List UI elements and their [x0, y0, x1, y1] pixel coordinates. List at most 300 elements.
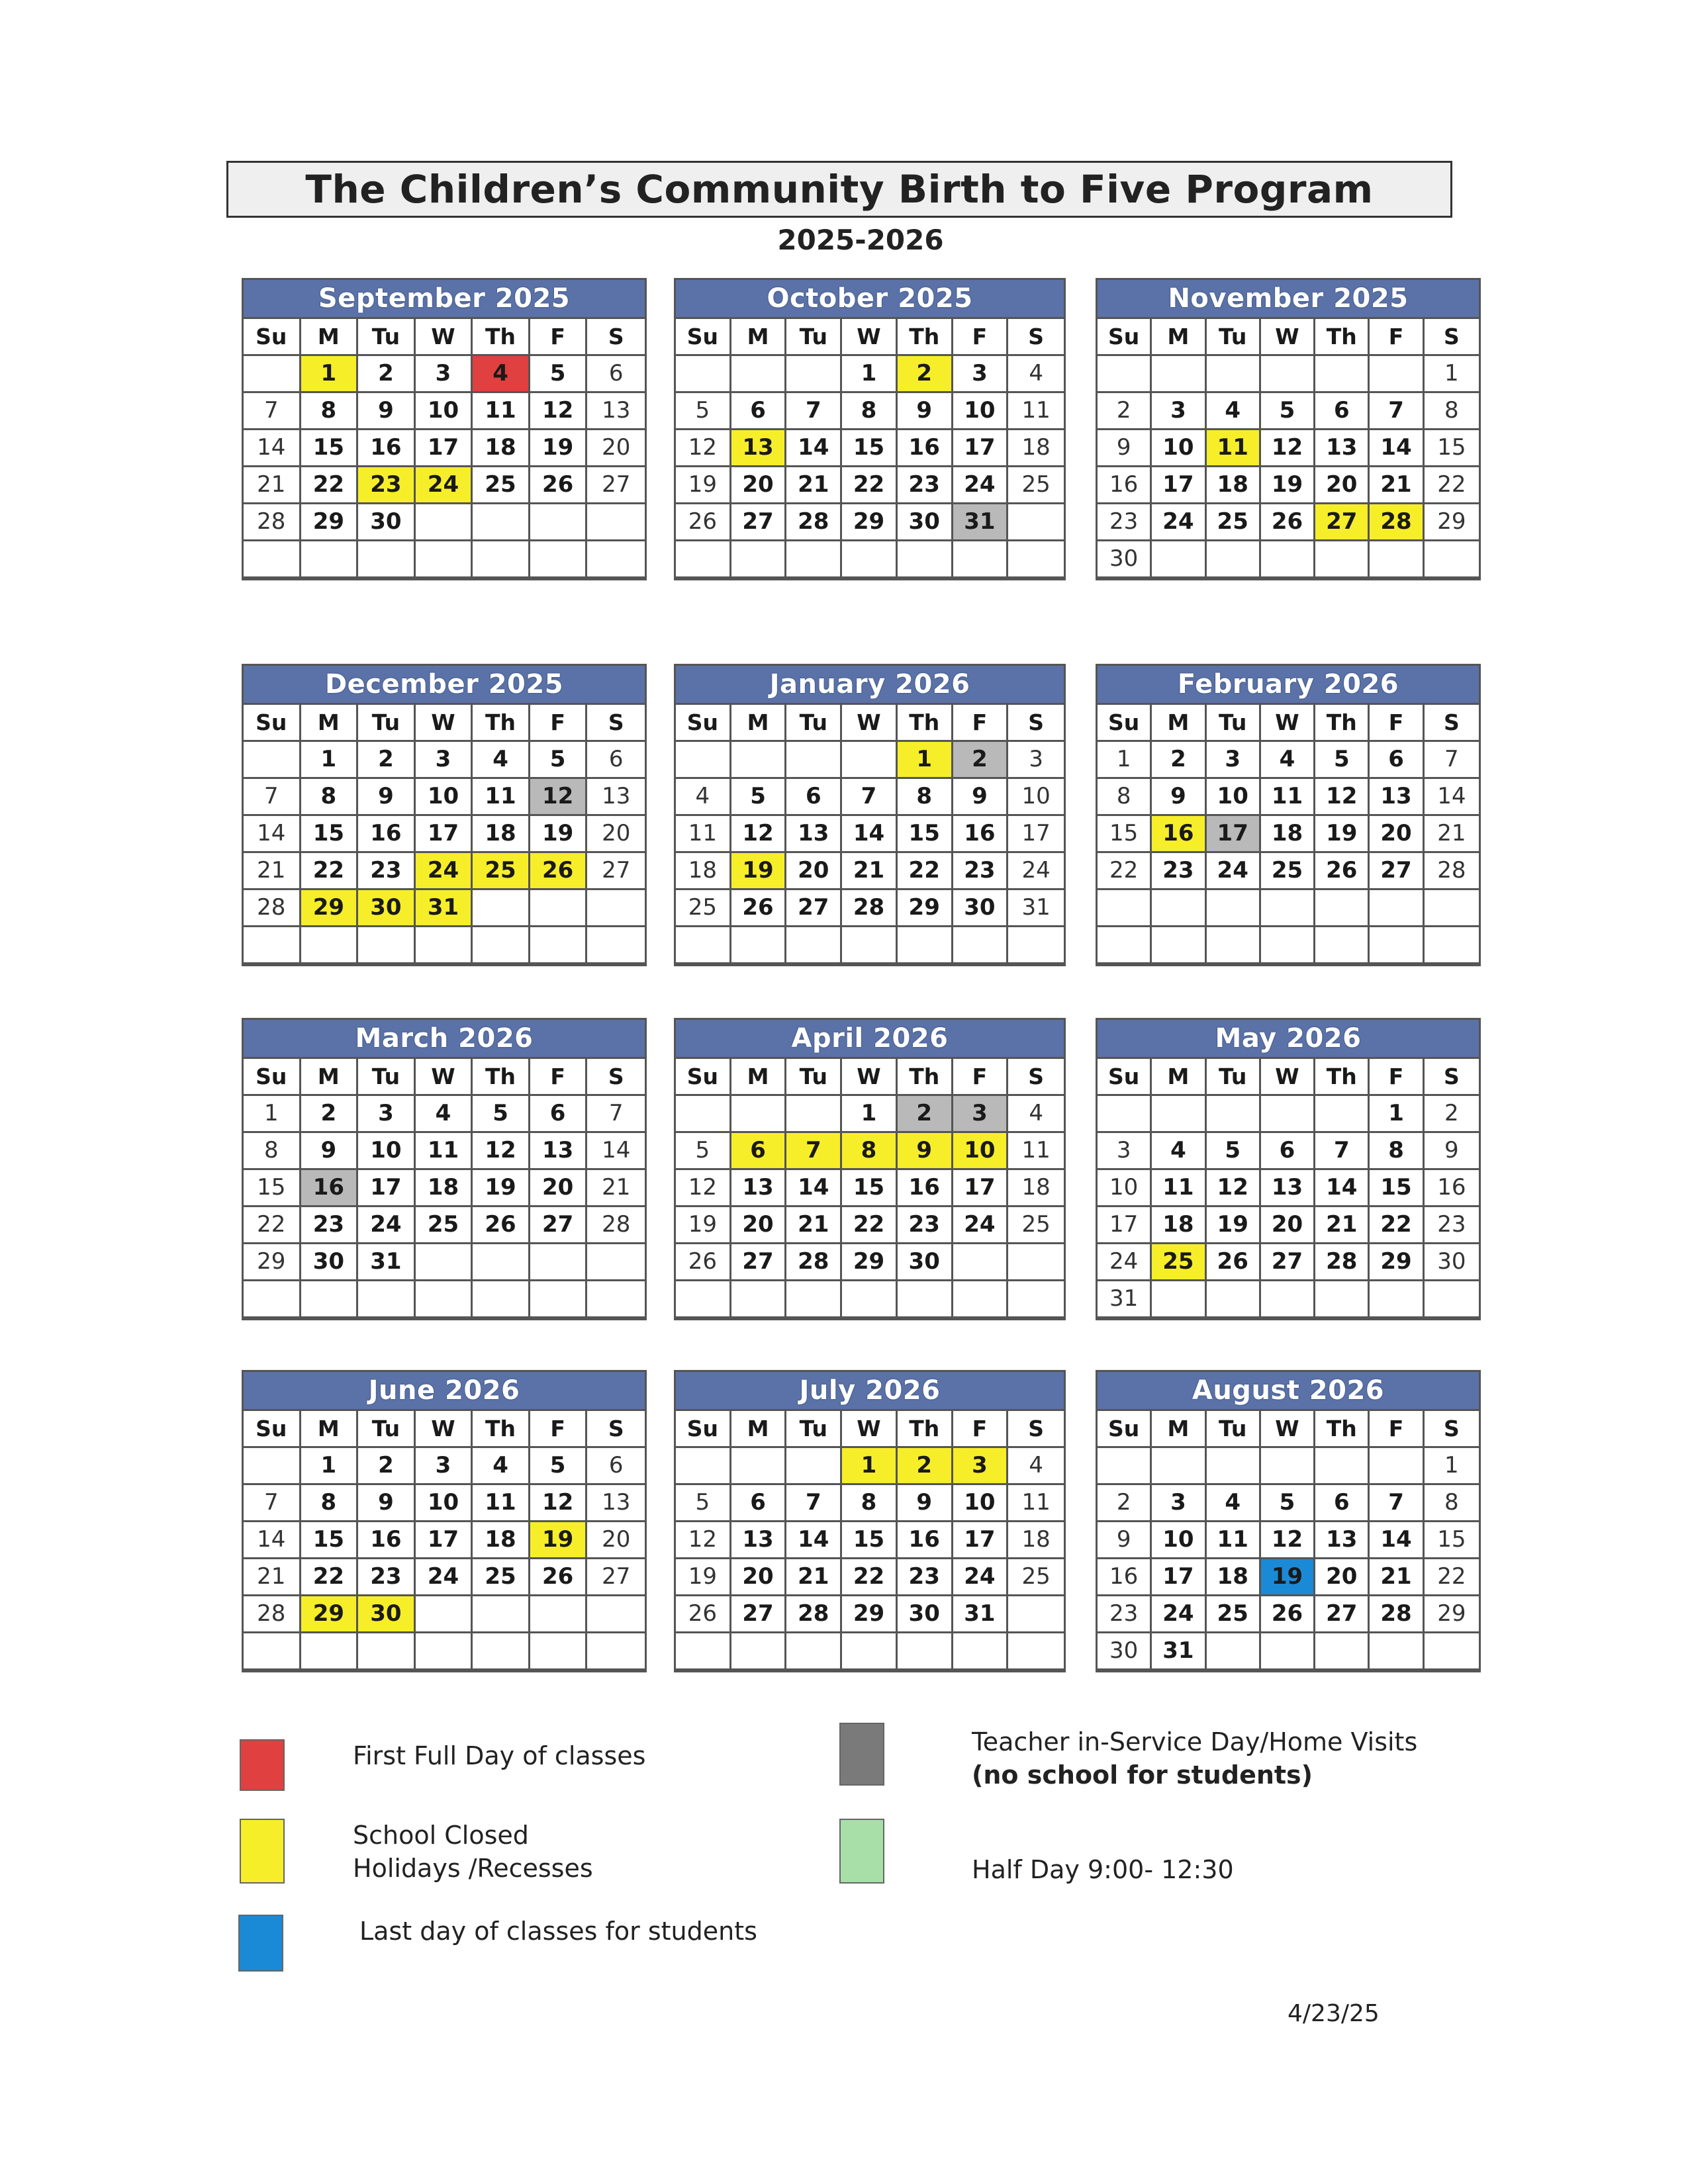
calendar-empty-cell [416, 504, 473, 541]
weekday-header: S [1008, 1059, 1064, 1096]
calendar-day: 14 [244, 816, 301, 853]
legend-inservice-line1: Teacher in-Service Day/Home Visits [972, 1727, 1418, 1756]
calendar-day: 27 [1261, 1244, 1315, 1281]
calendar-day: 16 [358, 816, 416, 853]
calendar-day: 3 [953, 1096, 1009, 1133]
weekday-header: W [416, 1411, 473, 1448]
calendar-day: 30 [898, 504, 953, 541]
calendar-day: 2 [1098, 393, 1152, 430]
calendar-empty-cell [731, 356, 787, 393]
legend-swatch-yellow [240, 1819, 285, 1884]
calendar-day: 3 [1098, 1133, 1152, 1170]
weekday-header: Su [676, 705, 731, 742]
calendar-day: 7 [1315, 1133, 1370, 1170]
calendar-empty-cell [244, 356, 301, 393]
calendar-empty-cell [473, 541, 530, 578]
calendar-day: 16 [1098, 1559, 1152, 1596]
calendar-day: 23 [358, 1559, 416, 1596]
calendar-empty-cell [898, 1633, 953, 1670]
calendar-day: 18 [1207, 1559, 1261, 1596]
calendar-day: 31 [953, 1596, 1009, 1633]
weekday-header: W [842, 319, 898, 356]
weekday-header: Th [898, 319, 953, 356]
calendar-empty-cell [1098, 356, 1152, 393]
weekday-header: S [587, 1059, 645, 1096]
calendar-day: 8 [1370, 1133, 1424, 1170]
calendar-empty-cell [587, 1281, 645, 1318]
revision-date: 4/23/25 [1288, 2000, 1380, 2027]
calendar-empty-cell [676, 927, 731, 964]
weekday-header: Tu [1207, 705, 1261, 742]
month-title: August 2026 [1098, 1372, 1479, 1411]
calendar-empty-cell [842, 927, 898, 964]
calendar-empty-cell [1261, 541, 1315, 578]
month-days-grid [244, 705, 645, 964]
calendar-empty-cell [587, 504, 645, 541]
calendar-day: 28 [244, 504, 301, 541]
calendar-empty-cell [898, 1281, 953, 1318]
calendar-day: 21 [244, 853, 301, 890]
calendar-empty-cell [416, 927, 473, 964]
calendar-day: 30 [358, 504, 416, 541]
calendar-empty-cell [1008, 1281, 1064, 1318]
calendar-day: 28 [587, 1207, 645, 1244]
calendar-day: 14 [1315, 1170, 1370, 1207]
calendar-day: 1 [1098, 742, 1152, 779]
calendar-day: 9 [898, 1133, 953, 1170]
calendar-day: 13 [530, 1133, 588, 1170]
calendar-day: 20 [731, 467, 787, 504]
legend-school-closed [353, 1819, 593, 1885]
calendar-day: 23 [1098, 504, 1152, 541]
calendar-day: 7 [244, 779, 301, 816]
month-days-grid [1098, 705, 1479, 964]
calendar-day: 4 [1152, 1133, 1206, 1170]
calendar-day: 17 [953, 430, 1009, 467]
month-calendar [1096, 1370, 1481, 1672]
calendar-day: 6 [587, 1448, 645, 1485]
weekday-header: F [530, 319, 588, 356]
calendar-day: 6 [731, 1133, 787, 1170]
calendar-day: 22 [842, 467, 898, 504]
calendar-day: 12 [731, 816, 787, 853]
calendar-day: 19 [1261, 467, 1315, 504]
calendar-day: 9 [358, 1485, 416, 1522]
calendar-day: 26 [1261, 504, 1315, 541]
calendar-day: 18 [473, 1522, 530, 1559]
calendar-day: 16 [1425, 1170, 1479, 1207]
calendar-day: 30 [1098, 1633, 1152, 1670]
calendar-empty-cell [1207, 541, 1261, 578]
weekday-header: S [587, 319, 645, 356]
month-calendar [1096, 664, 1481, 966]
calendar-day: 18 [473, 816, 530, 853]
calendar-day: 7 [786, 1485, 842, 1522]
weekday-header: Tu [1207, 319, 1261, 356]
month-days-grid [1098, 1059, 1479, 1318]
calendar-day: 23 [1098, 1596, 1152, 1633]
month-days-grid [244, 319, 645, 578]
calendar-day: 18 [1152, 1207, 1206, 1244]
weekday-header: Tu [358, 1411, 416, 1448]
calendar-day: 12 [530, 779, 588, 816]
calendar-empty-cell [1207, 1448, 1261, 1485]
calendar-empty-cell [786, 1633, 842, 1670]
calendar-day: 30 [1425, 1244, 1479, 1281]
calendar-day: 11 [1008, 1485, 1064, 1522]
calendar-empty-cell [1008, 1633, 1064, 1670]
calendar-day: 16 [953, 816, 1009, 853]
calendar-day: 16 [898, 430, 953, 467]
calendar-empty-cell [530, 1244, 588, 1281]
calendar-day: 22 [1425, 1559, 1479, 1596]
calendar-day: 16 [898, 1170, 953, 1207]
calendar-day: 9 [358, 393, 416, 430]
calendar-empty-cell [473, 504, 530, 541]
calendar-day: 12 [530, 1485, 588, 1522]
calendar-day: 16 [1098, 467, 1152, 504]
calendar-day: 28 [244, 1596, 301, 1633]
calendar-day: 3 [416, 1448, 473, 1485]
calendar-day: 12 [473, 1133, 530, 1170]
calendar-empty-cell [1008, 1596, 1064, 1633]
calendar-day: 19 [1261, 1559, 1315, 1596]
calendar-day: 2 [301, 1096, 359, 1133]
calendar-day: 22 [842, 1207, 898, 1244]
calendar-day: 26 [530, 1559, 588, 1596]
calendar-day: 16 [1152, 816, 1206, 853]
calendar-day: 20 [731, 1559, 787, 1596]
calendar-day: 29 [842, 1596, 898, 1633]
weekday-header: W [1261, 705, 1315, 742]
calendar-day: 27 [1370, 853, 1424, 890]
calendar-day: 11 [1207, 1522, 1261, 1559]
calendar-day: 22 [301, 467, 359, 504]
calendar-day: 21 [244, 467, 301, 504]
calendar-day: 16 [898, 1522, 953, 1559]
calendar-day: 4 [1008, 1096, 1064, 1133]
calendar-empty-cell [530, 541, 588, 578]
calendar-day: 15 [301, 430, 359, 467]
calendar-day: 19 [1207, 1207, 1261, 1244]
calendar-day: 8 [1425, 1485, 1479, 1522]
calendar-empty-cell [731, 541, 787, 578]
calendar-day: 10 [953, 1485, 1009, 1522]
month-title: March 2026 [244, 1020, 645, 1059]
calendar-day: 11 [416, 1133, 473, 1170]
legend-swatch-green [839, 1819, 884, 1884]
calendar-day: 27 [587, 467, 645, 504]
calendar-empty-cell [731, 1281, 787, 1318]
weekday-header: Su [676, 1411, 731, 1448]
calendar-day: 22 [898, 853, 953, 890]
calendar-day: 26 [676, 504, 731, 541]
calendar-empty-cell [530, 927, 588, 964]
calendar-day: 13 [731, 1170, 787, 1207]
calendar-day: 14 [786, 1522, 842, 1559]
calendar-day: 26 [473, 1207, 530, 1244]
calendar-empty-cell [1425, 1633, 1479, 1670]
calendar-day: 5 [530, 742, 588, 779]
weekday-header: S [1008, 705, 1064, 742]
legend-last-day: Last day of classes for students [359, 1917, 757, 1946]
calendar-day: 10 [1008, 779, 1064, 816]
calendar-day: 4 [473, 742, 530, 779]
calendar-day: 4 [1008, 1448, 1064, 1485]
calendar-day: 25 [473, 467, 530, 504]
calendar-day: 27 [530, 1207, 588, 1244]
weekday-header: M [301, 705, 359, 742]
calendar-day: 18 [1207, 467, 1261, 504]
calendar-day: 15 [244, 1170, 301, 1207]
weekday-header: Tu [786, 319, 842, 356]
calendar-day: 28 [786, 504, 842, 541]
calendar-day: 23 [1425, 1207, 1479, 1244]
calendar-day: 10 [358, 1133, 416, 1170]
calendar-empty-cell [1152, 541, 1206, 578]
calendar-day: 18 [1008, 430, 1064, 467]
calendar-empty-cell [1152, 356, 1206, 393]
weekday-header: Th [898, 705, 953, 742]
calendar-day: 21 [786, 467, 842, 504]
month-days-grid [676, 1059, 1064, 1318]
calendar-day: 21 [842, 853, 898, 890]
calendar-day: 23 [358, 853, 416, 890]
calendar-day: 4 [473, 356, 530, 393]
calendar-empty-cell [1425, 890, 1479, 927]
calendar-day: 21 [1315, 1207, 1370, 1244]
calendar-empty-cell [676, 1448, 731, 1485]
calendar-empty-cell [676, 1633, 731, 1670]
weekday-header: M [1152, 705, 1206, 742]
calendar-day: 1 [842, 1448, 898, 1485]
weekday-header: M [731, 319, 787, 356]
weekday-header: Tu [358, 1059, 416, 1096]
calendar-empty-cell [416, 1281, 473, 1318]
calendar-empty-cell [842, 541, 898, 578]
weekday-header: Th [473, 1059, 530, 1096]
calendar-day: 11 [1261, 779, 1315, 816]
calendar-empty-cell [301, 1281, 359, 1318]
calendar-day: 15 [1098, 816, 1152, 853]
calendar-day: 17 [416, 1522, 473, 1559]
calendar-empty-cell [1152, 1096, 1206, 1133]
calendar-day: 11 [676, 816, 731, 853]
month-title: July 2026 [676, 1372, 1064, 1411]
calendar-day: 9 [953, 779, 1009, 816]
calendar-day: 3 [1152, 1485, 1206, 1522]
calendar-day: 30 [898, 1596, 953, 1633]
calendar-day: 6 [1315, 393, 1370, 430]
calendar-day: 19 [676, 1559, 731, 1596]
calendar-day: 1 [1370, 1096, 1424, 1133]
calendar-day: 6 [731, 1485, 787, 1522]
calendar-day: 17 [1152, 467, 1206, 504]
calendar-day: 12 [676, 1522, 731, 1559]
legend-swatch-red [240, 1739, 285, 1791]
calendar-empty-cell [473, 1244, 530, 1281]
weekday-header: Su [244, 705, 301, 742]
weekday-header: M [731, 1059, 787, 1096]
calendar-empty-cell [786, 927, 842, 964]
calendar-day: 25 [1008, 467, 1064, 504]
calendar-day: 17 [1008, 816, 1064, 853]
calendar-day: 21 [1370, 467, 1424, 504]
calendar-day: 8 [301, 1485, 359, 1522]
calendar-day: 26 [1207, 1244, 1261, 1281]
calendar-day: 11 [1008, 393, 1064, 430]
calendar-day: 3 [1207, 742, 1261, 779]
page-title: The Children’s Community Birth to Five Program [305, 167, 1374, 212]
weekday-header: Tu [786, 705, 842, 742]
calendar-day: 1 [301, 356, 359, 393]
month-calendar [674, 1370, 1066, 1672]
calendar-day: 25 [676, 890, 731, 927]
month-days-grid [676, 705, 1064, 964]
calendar-empty-cell [676, 541, 731, 578]
calendar-empty-cell [898, 541, 953, 578]
calendar-day: 13 [1315, 430, 1370, 467]
weekday-header: F [1370, 319, 1424, 356]
calendar-day: 9 [358, 779, 416, 816]
weekday-header: Tu [358, 319, 416, 356]
calendar-empty-cell [1207, 1096, 1261, 1133]
calendar-day: 9 [1098, 1522, 1152, 1559]
calendar-day: 6 [731, 393, 787, 430]
calendar-empty-cell [587, 890, 645, 927]
weekday-header: F [953, 705, 1009, 742]
calendar-day: 19 [676, 467, 731, 504]
month-calendar [674, 278, 1066, 580]
weekday-header: M [1152, 319, 1206, 356]
calendar-empty-cell [301, 541, 359, 578]
weekday-header: S [1008, 319, 1064, 356]
calendar-day: 7 [1370, 1485, 1424, 1522]
calendar-day: 4 [1261, 742, 1315, 779]
calendar-empty-cell [301, 927, 359, 964]
calendar-day: 20 [587, 430, 645, 467]
calendar-empty-cell [1315, 1281, 1370, 1318]
calendar-day: 14 [1370, 1522, 1424, 1559]
calendar-day: 2 [358, 1448, 416, 1485]
calendar-day: 21 [587, 1170, 645, 1207]
month-title: January 2026 [676, 666, 1064, 705]
calendar-day: 19 [530, 816, 588, 853]
calendar-day: 2 [898, 356, 953, 393]
calendar-empty-cell [1315, 1633, 1370, 1670]
legend-inservice [972, 1725, 1417, 1792]
calendar-day: 9 [1098, 430, 1152, 467]
month-calendar [242, 1018, 647, 1320]
calendar-day: 24 [1098, 1244, 1152, 1281]
weekday-header: F [1370, 1059, 1424, 1096]
calendar-day: 3 [358, 1096, 416, 1133]
calendar-day: 11 [473, 1485, 530, 1522]
calendar-empty-cell [416, 1633, 473, 1670]
calendar-empty-cell [1008, 504, 1064, 541]
calendar-day: 27 [731, 504, 787, 541]
calendar-empty-cell [953, 1633, 1009, 1670]
calendar-day: 10 [1152, 1522, 1206, 1559]
calendar-day: 29 [842, 504, 898, 541]
calendar-day: 25 [1207, 1596, 1261, 1633]
calendar-day: 31 [1008, 890, 1064, 927]
calendar-empty-cell [244, 927, 301, 964]
weekday-header: Su [1098, 1059, 1152, 1096]
calendar-empty-cell [676, 1281, 731, 1318]
calendar-day: 18 [416, 1170, 473, 1207]
calendar-empty-cell [1315, 890, 1370, 927]
calendar-day: 2 [898, 1448, 953, 1485]
calendar-day: 25 [1261, 853, 1315, 890]
weekday-header: W [842, 705, 898, 742]
weekday-header: Su [1098, 1411, 1152, 1448]
calendar-empty-cell [1207, 1281, 1261, 1318]
calendar-empty-cell [587, 1633, 645, 1670]
calendar-day: 21 [786, 1207, 842, 1244]
calendar-day: 8 [244, 1133, 301, 1170]
calendar-day: 9 [898, 1485, 953, 1522]
calendar-day: 12 [1261, 430, 1315, 467]
calendar-empty-cell [842, 742, 898, 779]
weekday-header: W [842, 1411, 898, 1448]
weekday-header: S [587, 705, 645, 742]
calendar-day: 4 [1207, 1485, 1261, 1522]
calendar-day: 4 [416, 1096, 473, 1133]
weekday-header: M [731, 705, 787, 742]
weekday-header: F [530, 1059, 588, 1096]
calendar-day: 5 [1261, 393, 1315, 430]
calendar-day: 3 [1008, 742, 1064, 779]
calendar-day: 23 [358, 467, 416, 504]
calendar-day: 22 [301, 1559, 359, 1596]
calendar-empty-cell [530, 1633, 588, 1670]
calendar-day: 16 [358, 1522, 416, 1559]
calendar-day: 5 [530, 1448, 588, 1485]
calendar-day: 24 [953, 1207, 1009, 1244]
calendar-day: 29 [1370, 1244, 1424, 1281]
calendar-day: 5 [1207, 1133, 1261, 1170]
calendar-empty-cell [953, 927, 1009, 964]
calendar-day: 28 [244, 890, 301, 927]
calendar-day: 23 [953, 853, 1009, 890]
calendar-empty-cell [786, 1281, 842, 1318]
school-year: 2025-2026 [777, 224, 944, 256]
calendar-day: 23 [301, 1207, 359, 1244]
calendar-day: 4 [676, 779, 731, 816]
calendar-day: 13 [1370, 779, 1424, 816]
calendar-empty-cell [676, 742, 731, 779]
calendar-day: 8 [842, 1485, 898, 1522]
calendar-day: 27 [587, 853, 645, 890]
calendar-day: 23 [898, 1207, 953, 1244]
weekday-header: S [1425, 1411, 1479, 1448]
calendar-day: 29 [898, 890, 953, 927]
calendar-empty-cell [1207, 1633, 1261, 1670]
calendar-day: 28 [842, 890, 898, 927]
calendar-day: 30 [358, 890, 416, 927]
calendar-day: 22 [842, 1559, 898, 1596]
calendar-day: 21 [1425, 816, 1479, 853]
calendar-empty-cell [786, 356, 842, 393]
calendar-day: 12 [1261, 1522, 1315, 1559]
weekday-header: Su [1098, 319, 1152, 356]
month-calendar [674, 664, 1066, 966]
calendar-empty-cell [1425, 1281, 1479, 1318]
calendar-empty-cell [473, 1633, 530, 1670]
calendar-day: 20 [530, 1170, 588, 1207]
calendar-day: 25 [1008, 1559, 1064, 1596]
